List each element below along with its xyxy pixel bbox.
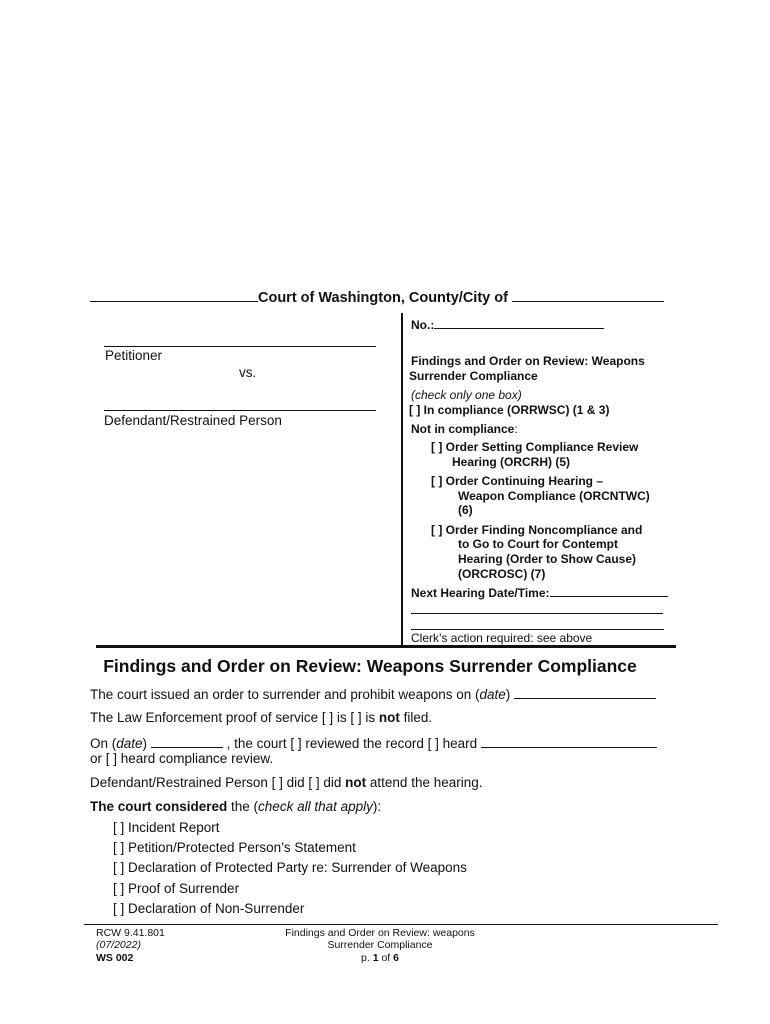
option-orcrosc-line2: to Go to Court for Contempt (458, 537, 618, 551)
caption-vertical-divider (401, 313, 403, 647)
check-instruction: (check only one box) (411, 388, 522, 402)
footer-title-line1: Findings and Order on Review: weapons (285, 927, 475, 939)
option-orcntwc-line1[interactable]: [ ] Order Continuing Hearing – (431, 474, 604, 488)
attendance-text-b: attend the hearing. (366, 775, 483, 790)
considered-italic: check all that apply (258, 799, 373, 814)
next-hearing-blank[interactable] (550, 586, 668, 597)
footer-rcw: RCW 9.41.801 (96, 927, 165, 939)
court-heading (90, 287, 664, 306)
considered-item[interactable]: [ ] Declaration of Non-Surrender (113, 901, 305, 916)
next-hearing (411, 586, 668, 600)
order-date-italic: date (479, 687, 506, 702)
footer-form-number: WS 002 (96, 952, 134, 964)
considered-text-a: the ( (227, 799, 259, 814)
not-in-compliance-label: Not in compliance (411, 422, 515, 436)
defendant-label: Defendant/Restrained Person (104, 413, 282, 428)
vs-label: vs. (239, 365, 257, 380)
petitioner-name-line[interactable] (104, 346, 376, 347)
hearing-date-blank[interactable] (151, 735, 223, 748)
attendance-text-a: Defendant/Restrained Person [ ] did [ ] did (90, 775, 346, 790)
court-name-blank[interactable] (90, 287, 258, 302)
hearing-date-close: ) (142, 736, 148, 751)
order-date-text: The court issued an order to surrender and prohibit weapons on ( (90, 687, 480, 702)
option-orcrosc-line4: (ORCROSC) (7) (458, 567, 546, 581)
heard-compliance-line: or [ ] heard compliance review. (90, 751, 274, 766)
footer-page-number (230, 952, 530, 964)
doc-title-line1: Findings and Order on Review: Weapons (411, 354, 645, 368)
considered-item[interactable]: [ ] Proof of Surrender (113, 881, 240, 896)
attendance-not: not (345, 775, 367, 790)
considered-item[interactable]: [ ] Declaration of Protected Party re: Surrender of Weapons (113, 860, 467, 875)
in-compliance-option[interactable]: [ ] In compliance (ORRWSC) (1 & 3) (409, 403, 610, 417)
case-number-label: No.: (411, 318, 435, 332)
clerk-action: Clerk’s action required: see above (411, 631, 593, 645)
page-total: 6 (393, 952, 399, 964)
heard-blank[interactable] (481, 735, 657, 748)
page-of: of (378, 952, 394, 964)
option-orcrh-line1[interactable]: [ ] Order Setting Compliance Review (431, 440, 639, 454)
footer-date: (07/2022) (96, 939, 141, 951)
order-date-blank[interactable] (514, 686, 656, 699)
page-current: 1 (372, 952, 379, 964)
option-orcrh-line2: Hearing (ORCRH) (5) (452, 455, 571, 469)
considered-text-b: ): (372, 799, 382, 814)
clerk-line[interactable] (411, 629, 664, 630)
attendance-line (90, 775, 483, 790)
hearing-date-italic: date (116, 736, 143, 751)
considered-line (90, 799, 381, 814)
county-blank[interactable] (512, 287, 664, 302)
caption-bottom-rule (96, 645, 676, 648)
proof-text-a: The Law Enforcement proof of service [ ] is [ ] is (90, 710, 379, 725)
proof-text-b: filed. (399, 710, 433, 725)
defendant-name-line[interactable] (104, 410, 376, 411)
page-prefix: p. (361, 952, 373, 964)
next-hearing-extra-line[interactable] (411, 613, 663, 614)
footer-rule (84, 924, 718, 925)
hearing-date-line (90, 735, 657, 751)
hearing-review-text: , the court [ ] reviewed the record [ ] heard (222, 736, 481, 751)
not-in-compliance-colon: : (514, 422, 518, 436)
considered-item[interactable]: [ ] Petition/Protected Person’s Statement (113, 840, 356, 855)
option-orcrosc-line3: Hearing (Order to Show Cause) (458, 552, 637, 566)
footer-title-line2: Surrender Compliance (327, 939, 433, 951)
proof-not: not (378, 710, 400, 725)
proof-of-service-line (90, 710, 432, 725)
considered-bold: The court considered (90, 799, 228, 814)
next-hearing-label: Next Hearing Date/Time: (411, 586, 550, 600)
order-date-close: ) (505, 687, 511, 702)
page-title: Findings and Order on Review: Weapons Surrender Compliance (103, 656, 637, 676)
option-orcrosc-line1[interactable]: [ ] Order Finding Noncompliance and (431, 523, 643, 537)
case-number (411, 318, 604, 332)
doc-title-line2: Surrender Compliance (409, 369, 538, 383)
court-heading-text: Court of Washington, County/City of (258, 290, 508, 306)
not-in-compliance-heading (411, 422, 518, 436)
order-date-line (90, 686, 656, 702)
considered-item[interactable]: [ ] Incident Report (113, 820, 220, 835)
option-orcntwc-line2: Weapon Compliance (ORCNTWC) (458, 489, 650, 503)
case-number-blank[interactable] (434, 318, 604, 329)
petitioner-label: Petitioner (105, 348, 163, 363)
option-orcntwc-line3: (6) (458, 503, 473, 517)
hearing-on-text: On ( (90, 736, 117, 751)
